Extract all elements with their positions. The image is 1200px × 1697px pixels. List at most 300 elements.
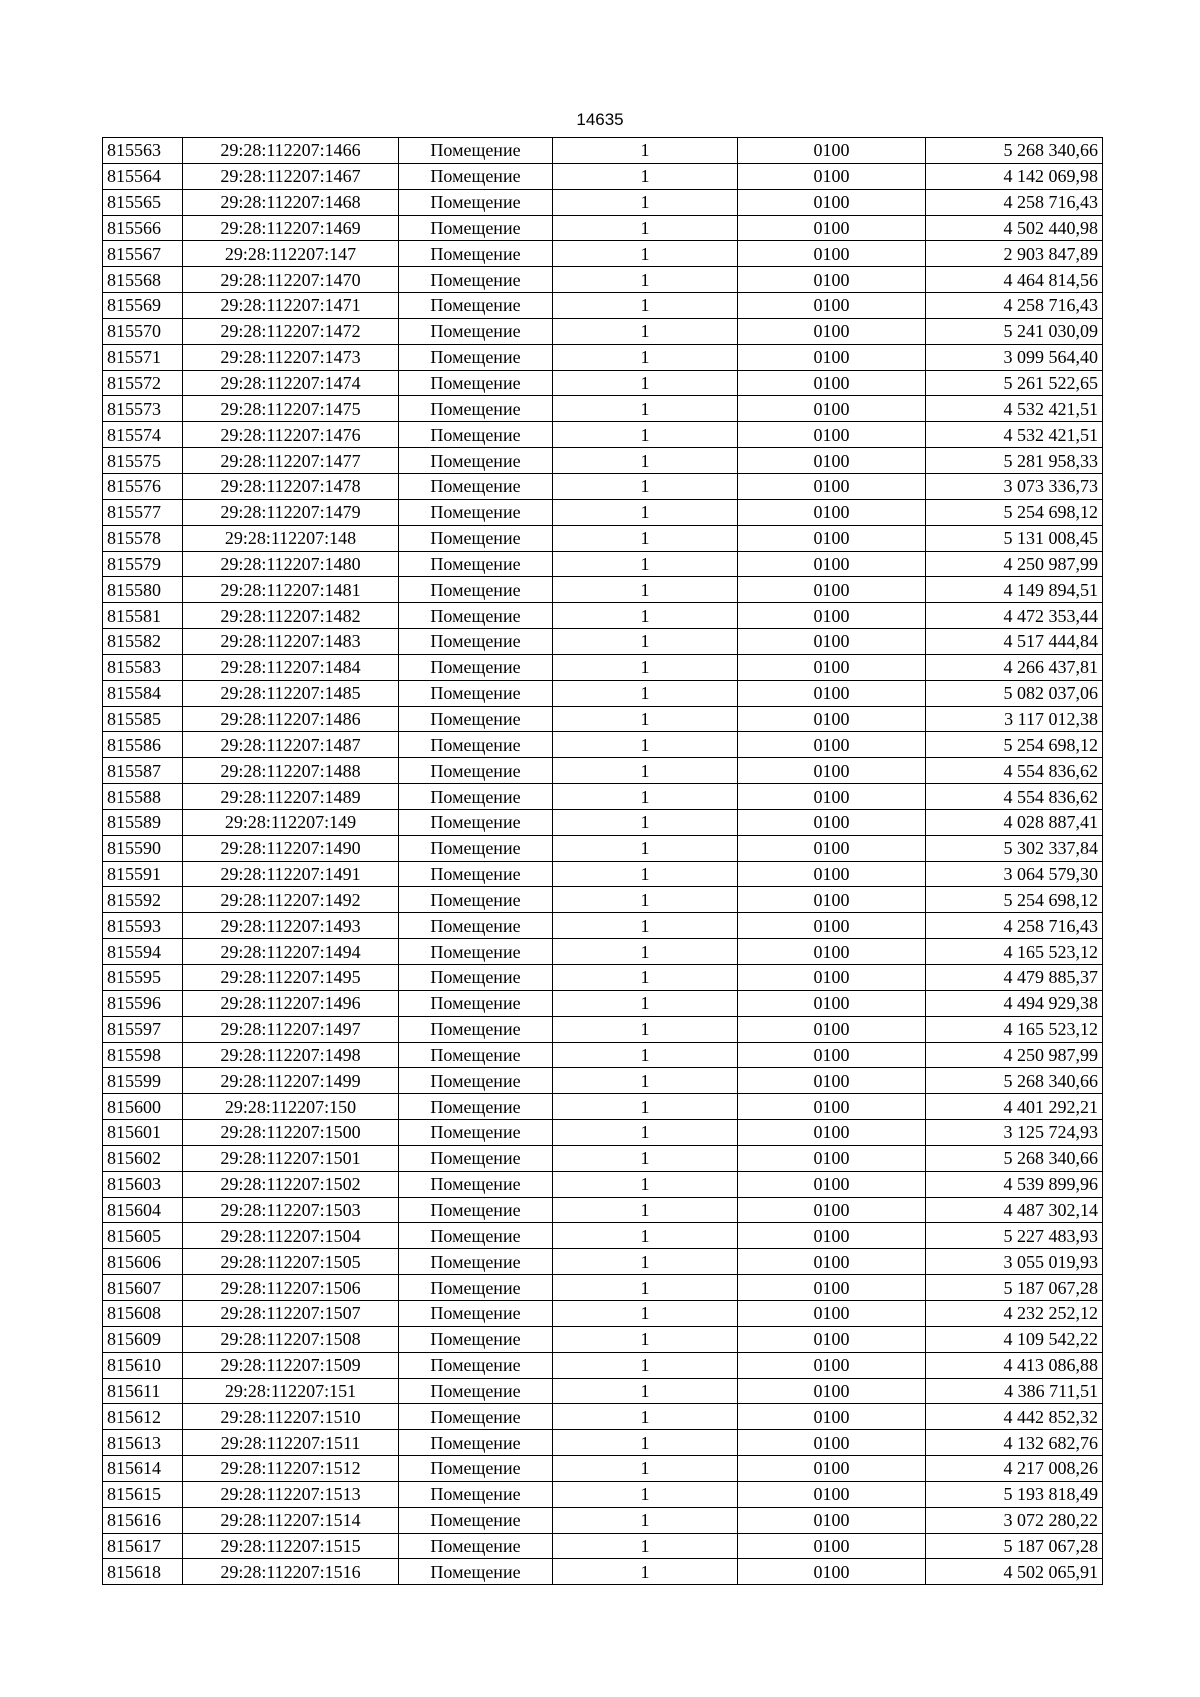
quantity-cell: 1 — [553, 1404, 738, 1430]
cadastral-value-cell: 5 187 067,28 — [926, 1275, 1103, 1301]
row-number-cell: 815585 — [103, 706, 183, 732]
cadastral-value-cell: 5 082 037,06 — [926, 680, 1103, 706]
cadastral-number-cell: 29:28:112207:1502 — [183, 1171, 399, 1197]
cadastral-number-cell: 29:28:112207:1499 — [183, 1068, 399, 1094]
cadastral-number-cell: 29:28:112207:1515 — [183, 1533, 399, 1559]
quantity-cell: 1 — [553, 525, 738, 551]
cadastral-number-cell: 29:28:112207:1496 — [183, 990, 399, 1016]
row-number-cell: 815574 — [103, 422, 183, 448]
object-type-cell: Помещение — [399, 1326, 553, 1352]
quantity-cell: 1 — [553, 758, 738, 784]
row-number-cell: 815586 — [103, 732, 183, 758]
code-cell: 0100 — [738, 525, 926, 551]
quantity-cell: 1 — [553, 1352, 738, 1378]
object-type-cell: Помещение — [399, 1068, 553, 1094]
cadastral-value-cell: 4 232 252,12 — [926, 1300, 1103, 1326]
code-cell: 0100 — [738, 1456, 926, 1482]
cadastral-number-cell: 29:28:112207:1481 — [183, 577, 399, 603]
code-cell: 0100 — [738, 965, 926, 991]
object-type-cell: Помещение — [399, 965, 553, 991]
cadastral-value-cell: 5 254 698,12 — [926, 499, 1103, 525]
code-cell: 0100 — [738, 1559, 926, 1585]
cadastral-number-cell: 29:28:112207:1474 — [183, 370, 399, 396]
cadastral-number-cell: 29:28:112207:1493 — [183, 913, 399, 939]
quantity-cell: 1 — [553, 887, 738, 913]
object-type-cell: Помещение — [399, 163, 553, 189]
row-number-cell: 815577 — [103, 499, 183, 525]
object-type-cell: Помещение — [399, 473, 553, 499]
table-row — [103, 1145, 1103, 1171]
cadastral-number-cell: 29:28:112207:1501 — [183, 1145, 399, 1171]
row-number-cell: 815602 — [103, 1145, 183, 1171]
object-type-cell: Помещение — [399, 318, 553, 344]
row-number-cell: 815581 — [103, 603, 183, 629]
table-row — [103, 1507, 1103, 1533]
object-type-cell: Помещение — [399, 1481, 553, 1507]
object-type-cell: Помещение — [399, 1145, 553, 1171]
quantity-cell: 1 — [553, 732, 738, 758]
row-number-cell: 815580 — [103, 577, 183, 603]
row-number-cell: 815598 — [103, 1042, 183, 1068]
cadastral-value-cell: 3 072 280,22 — [926, 1507, 1103, 1533]
row-number-cell: 815563 — [103, 138, 183, 164]
object-type-cell: Помещение — [399, 1300, 553, 1326]
table-row — [103, 1171, 1103, 1197]
row-number-cell: 815576 — [103, 473, 183, 499]
code-cell: 0100 — [738, 861, 926, 887]
quantity-cell: 1 — [553, 396, 738, 422]
quantity-cell: 1 — [553, 344, 738, 370]
object-type-cell: Помещение — [399, 189, 553, 215]
cadastral-number-cell: 29:28:112207:1516 — [183, 1559, 399, 1585]
quantity-cell: 1 — [553, 370, 738, 396]
cadastral-number-cell: 29:28:112207:1489 — [183, 784, 399, 810]
code-cell: 0100 — [738, 732, 926, 758]
table-row — [103, 1456, 1103, 1482]
cadastral-number-cell: 29:28:112207:1503 — [183, 1197, 399, 1223]
table-row — [103, 758, 1103, 784]
cadastral-value-cell: 4 132 682,76 — [926, 1430, 1103, 1456]
cadastral-number-cell: 29:28:112207:1480 — [183, 551, 399, 577]
row-number-cell: 815601 — [103, 1120, 183, 1146]
object-type-cell: Помещение — [399, 835, 553, 861]
table-row — [103, 1300, 1103, 1326]
object-type-cell: Помещение — [399, 422, 553, 448]
object-type-cell: Помещение — [399, 551, 553, 577]
object-type-cell: Помещение — [399, 1275, 553, 1301]
cadastral-value-cell: 5 227 483,93 — [926, 1223, 1103, 1249]
row-number-cell: 815593 — [103, 913, 183, 939]
row-number-cell: 815564 — [103, 163, 183, 189]
cadastral-number-cell: 29:28:112207:1511 — [183, 1430, 399, 1456]
cadastral-value-cell: 5 254 698,12 — [926, 887, 1103, 913]
code-cell: 0100 — [738, 1197, 926, 1223]
table-row — [103, 1094, 1103, 1120]
code-cell: 0100 — [738, 1016, 926, 1042]
table-row — [103, 215, 1103, 241]
table-row — [103, 1533, 1103, 1559]
quantity-cell: 1 — [553, 499, 738, 525]
table-row — [103, 163, 1103, 189]
object-type-cell: Помещение — [399, 370, 553, 396]
cadastral-number-cell: 29:28:112207:1479 — [183, 499, 399, 525]
quantity-cell: 1 — [553, 551, 738, 577]
table-row — [103, 241, 1103, 267]
cadastral-number-cell: 29:28:112207:1508 — [183, 1326, 399, 1352]
row-number-cell: 815611 — [103, 1378, 183, 1404]
code-cell: 0100 — [738, 990, 926, 1016]
code-cell: 0100 — [738, 370, 926, 396]
table-row — [103, 603, 1103, 629]
cadastral-value-cell: 4 472 353,44 — [926, 603, 1103, 629]
table-row — [103, 293, 1103, 319]
cadastral-number-cell: 29:28:112207:1482 — [183, 603, 399, 629]
object-type-cell: Помещение — [399, 1456, 553, 1482]
quantity-cell: 1 — [553, 603, 738, 629]
cadastral-value-cell: 4 165 523,12 — [926, 1016, 1103, 1042]
code-cell: 0100 — [738, 603, 926, 629]
quantity-cell: 1 — [553, 1326, 738, 1352]
object-type-cell: Помещение — [399, 499, 553, 525]
cadastral-value-cell: 5 241 030,09 — [926, 318, 1103, 344]
row-number-cell: 815606 — [103, 1249, 183, 1275]
object-type-cell: Помещение — [399, 784, 553, 810]
cadastral-value-cell: 4 442 852,32 — [926, 1404, 1103, 1430]
row-number-cell: 815570 — [103, 318, 183, 344]
row-number-cell: 815588 — [103, 784, 183, 810]
quantity-cell: 1 — [553, 629, 738, 655]
cadastral-number-cell: 29:28:112207:1468 — [183, 189, 399, 215]
cadastral-number-cell: 29:28:112207:1486 — [183, 706, 399, 732]
code-cell: 0100 — [738, 1171, 926, 1197]
cadastral-value-cell: 4 532 421,51 — [926, 396, 1103, 422]
cadastral-value-cell: 5 268 340,66 — [926, 1068, 1103, 1094]
row-number-cell: 815596 — [103, 990, 183, 1016]
table-row — [103, 1352, 1103, 1378]
cadastral-value-cell: 4 494 929,38 — [926, 990, 1103, 1016]
row-number-cell: 815589 — [103, 809, 183, 835]
row-number-cell: 815610 — [103, 1352, 183, 1378]
quantity-cell: 1 — [553, 189, 738, 215]
quantity-cell: 1 — [553, 1016, 738, 1042]
object-type-cell: Помещение — [399, 1249, 553, 1275]
table-row — [103, 525, 1103, 551]
table-row — [103, 990, 1103, 1016]
table-row — [103, 448, 1103, 474]
object-type-cell: Помещение — [399, 1430, 553, 1456]
code-cell: 0100 — [738, 784, 926, 810]
object-type-cell: Помещение — [399, 809, 553, 835]
code-cell: 0100 — [738, 1145, 926, 1171]
code-cell: 0100 — [738, 758, 926, 784]
code-cell: 0100 — [738, 241, 926, 267]
object-type-cell: Помещение — [399, 215, 553, 241]
cadastral-number-cell: 29:28:112207:1504 — [183, 1223, 399, 1249]
quantity-cell: 1 — [553, 448, 738, 474]
quantity-cell: 1 — [553, 163, 738, 189]
cadastral-number-cell: 29:28:112207:1484 — [183, 654, 399, 680]
quantity-cell: 1 — [553, 861, 738, 887]
code-cell: 0100 — [738, 448, 926, 474]
cadastral-number-cell: 29:28:112207:1491 — [183, 861, 399, 887]
code-cell: 0100 — [738, 293, 926, 319]
table-row — [103, 138, 1103, 164]
object-type-cell: Помещение — [399, 1120, 553, 1146]
table-row — [103, 629, 1103, 655]
quantity-cell: 1 — [553, 1042, 738, 1068]
quantity-cell: 1 — [553, 1068, 738, 1094]
cadastral-value-cell: 5 187 067,28 — [926, 1533, 1103, 1559]
cadastral-value-cell: 4 401 292,21 — [926, 1094, 1103, 1120]
cadastral-value-cell: 4 165 523,12 — [926, 939, 1103, 965]
code-cell: 0100 — [738, 1249, 926, 1275]
quantity-cell: 1 — [553, 1456, 738, 1482]
cadastral-value-cell: 4 258 716,43 — [926, 189, 1103, 215]
row-number-cell: 815617 — [103, 1533, 183, 1559]
cadastral-number-cell: 29:28:112207:1473 — [183, 344, 399, 370]
table-row — [103, 835, 1103, 861]
table-row — [103, 577, 1103, 603]
object-type-cell: Помещение — [399, 861, 553, 887]
page-number: 14635 — [576, 110, 624, 129]
quantity-cell: 1 — [553, 318, 738, 344]
cadastral-value-cell: 4 517 444,84 — [926, 629, 1103, 655]
cadastral-value-cell: 2 903 847,89 — [926, 241, 1103, 267]
row-number-cell: 815565 — [103, 189, 183, 215]
object-type-cell: Помещение — [399, 706, 553, 732]
object-type-cell: Помещение — [399, 241, 553, 267]
row-number-cell: 815613 — [103, 1430, 183, 1456]
table-row — [103, 680, 1103, 706]
quantity-cell: 1 — [553, 577, 738, 603]
code-cell: 0100 — [738, 1378, 926, 1404]
row-number-cell: 815605 — [103, 1223, 183, 1249]
object-type-cell: Помещение — [399, 939, 553, 965]
quantity-cell: 1 — [553, 1094, 738, 1120]
row-number-cell: 815615 — [103, 1481, 183, 1507]
object-type-cell: Помещение — [399, 1404, 553, 1430]
cadastral-number-cell: 29:28:112207:1470 — [183, 267, 399, 293]
cadastral-number-cell: 29:28:112207:1485 — [183, 680, 399, 706]
quantity-cell: 1 — [553, 1430, 738, 1456]
object-type-cell: Помещение — [399, 1094, 553, 1120]
cadastral-number-cell: 29:28:112207:1490 — [183, 835, 399, 861]
code-cell: 0100 — [738, 551, 926, 577]
code-cell: 0100 — [738, 163, 926, 189]
cadastral-value-cell: 5 281 958,33 — [926, 448, 1103, 474]
row-number-cell: 815614 — [103, 1456, 183, 1482]
table-row — [103, 1481, 1103, 1507]
code-cell: 0100 — [738, 654, 926, 680]
cadastral-value-cell: 5 268 340,66 — [926, 138, 1103, 164]
table-row — [103, 913, 1103, 939]
cadastral-value-cell: 4 258 716,43 — [926, 913, 1103, 939]
code-cell: 0100 — [738, 318, 926, 344]
quantity-cell: 1 — [553, 1145, 738, 1171]
row-number-cell: 815568 — [103, 267, 183, 293]
object-type-cell: Помещение — [399, 629, 553, 655]
table-row — [103, 1120, 1103, 1146]
quantity-cell: 1 — [553, 1197, 738, 1223]
object-type-cell: Помещение — [399, 732, 553, 758]
code-cell: 0100 — [738, 1352, 926, 1378]
quantity-cell: 1 — [553, 267, 738, 293]
code-cell: 0100 — [738, 835, 926, 861]
object-type-cell: Помещение — [399, 654, 553, 680]
object-type-cell: Помещение — [399, 1197, 553, 1223]
table-row — [103, 784, 1103, 810]
cadastral-number-cell: 29:28:112207:1467 — [183, 163, 399, 189]
table-row — [103, 473, 1103, 499]
row-number-cell: 815569 — [103, 293, 183, 319]
table-row — [103, 965, 1103, 991]
row-number-cell: 815582 — [103, 629, 183, 655]
cadastral-value-cell: 4 479 885,37 — [926, 965, 1103, 991]
cadastral-number-cell: 29:28:112207:1476 — [183, 422, 399, 448]
object-type-cell: Помещение — [399, 396, 553, 422]
table-row — [103, 1042, 1103, 1068]
code-cell: 0100 — [738, 1120, 926, 1146]
cadastral-value-cell: 5 254 698,12 — [926, 732, 1103, 758]
table-row — [103, 1197, 1103, 1223]
cadastral-number-cell: 29:28:112207:1500 — [183, 1120, 399, 1146]
quantity-cell: 1 — [553, 1120, 738, 1146]
row-number-cell: 815579 — [103, 551, 183, 577]
cadastral-number-cell: 29:28:112207:1506 — [183, 1275, 399, 1301]
quantity-cell: 1 — [553, 1559, 738, 1585]
cadastral-value-cell: 3 055 019,93 — [926, 1249, 1103, 1275]
row-number-cell: 815571 — [103, 344, 183, 370]
object-type-cell: Помещение — [399, 1507, 553, 1533]
cadastral-value-cell: 4 554 836,62 — [926, 784, 1103, 810]
quantity-cell: 1 — [553, 215, 738, 241]
cadastral-value-cell: 4 258 716,43 — [926, 293, 1103, 319]
code-cell: 0100 — [738, 1223, 926, 1249]
code-cell: 0100 — [738, 680, 926, 706]
quantity-cell: 1 — [553, 1378, 738, 1404]
row-number-cell: 815590 — [103, 835, 183, 861]
code-cell: 0100 — [738, 215, 926, 241]
code-cell: 0100 — [738, 913, 926, 939]
object-type-cell: Помещение — [399, 603, 553, 629]
cadastral-number-cell: 29:28:112207:1512 — [183, 1456, 399, 1482]
cadastral-number-cell: 29:28:112207:1466 — [183, 138, 399, 164]
row-number-cell: 815591 — [103, 861, 183, 887]
row-number-cell: 815583 — [103, 654, 183, 680]
quantity-cell: 1 — [553, 1533, 738, 1559]
table-row — [103, 1068, 1103, 1094]
cadastral-number-cell: 29:28:112207:149 — [183, 809, 399, 835]
code-cell: 0100 — [738, 1430, 926, 1456]
cadastral-value-cell: 4 532 421,51 — [926, 422, 1103, 448]
code-cell: 0100 — [738, 1275, 926, 1301]
cadastral-value-cell: 4 149 894,51 — [926, 577, 1103, 603]
cadastral-value-table — [102, 137, 1103, 1585]
table-row — [103, 1249, 1103, 1275]
table-row — [103, 654, 1103, 680]
table-row — [103, 939, 1103, 965]
quantity-cell: 1 — [553, 1481, 738, 1507]
cadastral-number-cell: 29:28:112207:1509 — [183, 1352, 399, 1378]
code-cell: 0100 — [738, 1481, 926, 1507]
quantity-cell: 1 — [553, 835, 738, 861]
cadastral-number-cell: 29:28:112207:1472 — [183, 318, 399, 344]
cadastral-value-cell: 4 109 542,22 — [926, 1326, 1103, 1352]
quantity-cell: 1 — [553, 422, 738, 448]
cadastral-value-cell: 4 502 065,91 — [926, 1559, 1103, 1585]
row-number-cell: 815608 — [103, 1300, 183, 1326]
cadastral-number-cell: 29:28:112207:148 — [183, 525, 399, 551]
cadastral-number-cell: 29:28:112207:1471 — [183, 293, 399, 319]
code-cell: 0100 — [738, 706, 926, 732]
object-type-cell: Помещение — [399, 1378, 553, 1404]
row-number-cell: 815566 — [103, 215, 183, 241]
table-row — [103, 1430, 1103, 1456]
quantity-cell: 1 — [553, 706, 738, 732]
quantity-cell: 1 — [553, 473, 738, 499]
cadastral-value-cell: 3 099 564,40 — [926, 344, 1103, 370]
quantity-cell: 1 — [553, 1249, 738, 1275]
cadastral-value-cell: 4 250 987,99 — [926, 1042, 1103, 1068]
cadastral-number-cell: 29:28:112207:1483 — [183, 629, 399, 655]
code-cell: 0100 — [738, 1533, 926, 1559]
cadastral-value-cell: 3 117 012,38 — [926, 706, 1103, 732]
cadastral-value-cell: 4 217 008,26 — [926, 1456, 1103, 1482]
table-row — [103, 732, 1103, 758]
object-type-cell: Помещение — [399, 577, 553, 603]
object-type-cell: Помещение — [399, 1223, 553, 1249]
object-type-cell: Помещение — [399, 448, 553, 474]
cadastral-number-cell: 29:28:112207:1514 — [183, 1507, 399, 1533]
object-type-cell: Помещение — [399, 1559, 553, 1585]
table-row — [103, 1378, 1103, 1404]
cadastral-value-cell: 4 028 887,41 — [926, 809, 1103, 835]
object-type-cell: Помещение — [399, 680, 553, 706]
table-row — [103, 1404, 1103, 1430]
code-cell: 0100 — [738, 422, 926, 448]
cadastral-value-cell: 5 193 818,49 — [926, 1481, 1103, 1507]
table-row — [103, 396, 1103, 422]
cadastral-number-cell: 29:28:112207:1475 — [183, 396, 399, 422]
code-cell: 0100 — [738, 1507, 926, 1533]
code-cell: 0100 — [738, 1326, 926, 1352]
row-number-cell: 815618 — [103, 1559, 183, 1585]
quantity-cell: 1 — [553, 965, 738, 991]
cadastral-number-cell: 29:28:112207:1513 — [183, 1481, 399, 1507]
code-cell: 0100 — [738, 1042, 926, 1068]
object-type-cell: Помещение — [399, 293, 553, 319]
row-number-cell: 815616 — [103, 1507, 183, 1533]
quantity-cell: 1 — [553, 138, 738, 164]
table-row — [103, 1559, 1103, 1585]
table-row — [103, 1223, 1103, 1249]
cadastral-number-cell: 29:28:112207:150 — [183, 1094, 399, 1120]
object-type-cell: Помещение — [399, 1016, 553, 1042]
row-number-cell: 815599 — [103, 1068, 183, 1094]
row-number-cell: 815607 — [103, 1275, 183, 1301]
quantity-cell: 1 — [553, 680, 738, 706]
cadastral-number-cell: 29:28:112207:1478 — [183, 473, 399, 499]
cadastral-value-cell: 5 261 522,65 — [926, 370, 1103, 396]
cadastral-number-cell: 29:28:112207:1507 — [183, 1300, 399, 1326]
table-row — [103, 861, 1103, 887]
code-cell: 0100 — [738, 939, 926, 965]
code-cell: 0100 — [738, 629, 926, 655]
row-number-cell: 815573 — [103, 396, 183, 422]
code-cell: 0100 — [738, 267, 926, 293]
table-row — [103, 344, 1103, 370]
cadastral-number-cell: 29:28:112207:1510 — [183, 1404, 399, 1430]
